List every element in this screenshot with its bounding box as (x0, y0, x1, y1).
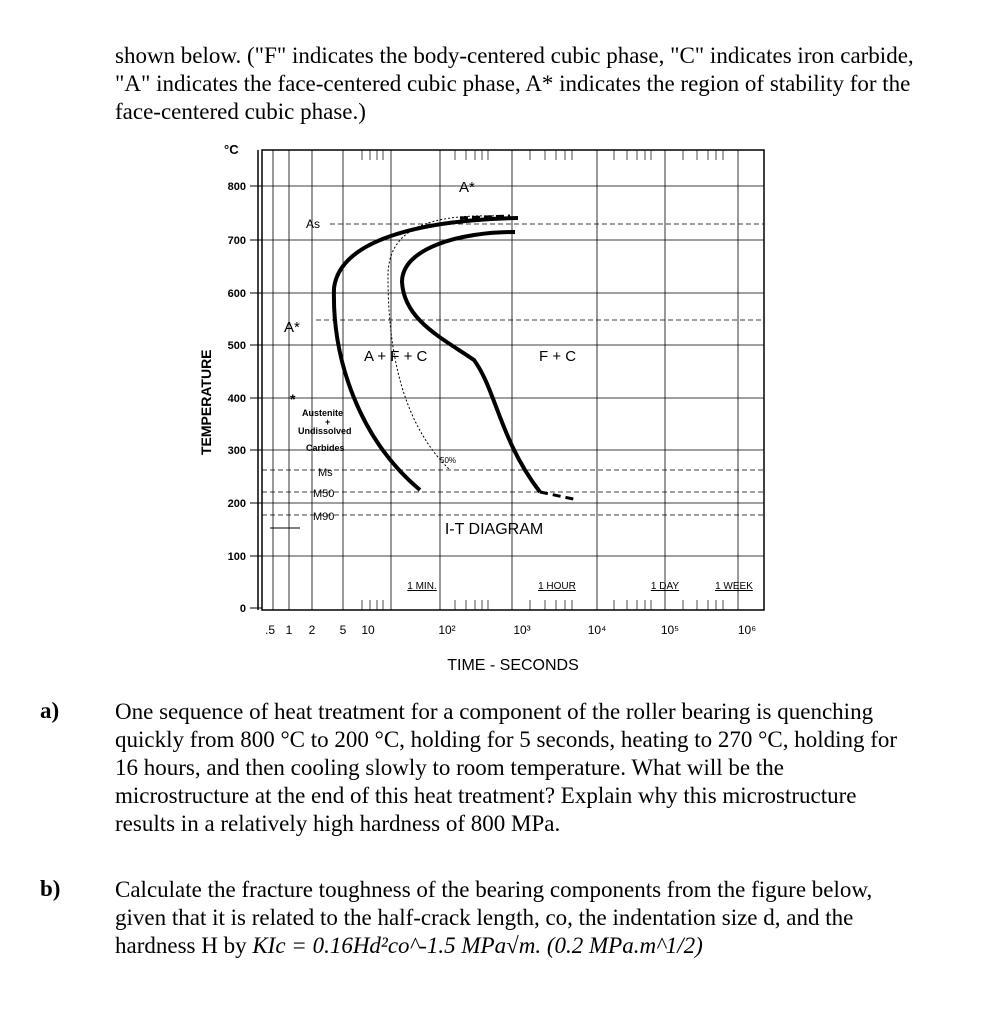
region-fc: F + C (539, 348, 577, 365)
question-b-label: b) (40, 876, 61, 901)
x-tick-label: 10⁴ (587, 623, 607, 637)
y-tick-label: 100 (227, 551, 246, 563)
region-austenite: Austenite (302, 408, 344, 418)
y-tick-label: 800 (227, 181, 246, 193)
intro-text: shown below. ("F" indicates the body-centered cubic phase, "C" indicates iron carbide, "A" indicates the face-centered cubic phase, A* indicates the region of stability for the face-centered cubic phase.) (115, 43, 914, 124)
y-tick-label: 400 (227, 393, 246, 405)
question-a-label: a) (40, 698, 60, 723)
region-a-star-left: A* (284, 319, 300, 336)
region-carbides: Carbides (306, 443, 345, 453)
x-tick-label: 10⁶ (737, 623, 757, 637)
region-a-star-top: A* (459, 179, 475, 196)
diagram-title: I-T DIAGRAM (444, 521, 544, 538)
temperature-ticks (250, 186, 262, 608)
time-marker: 1 DAY (650, 581, 680, 592)
question-a-text: One sequence of heat treatment for a component of the roller bearing is quenching quickly from 800 °C to 200 °C, holding for 5 seconds, heating to 270 °C, holding for 16 hours, and then cooling slowly to room temperature. What will be the microstructure at the end of this heat treatment? Explain why this microstructure results in a relatively high hardness of 800 MPa. (115, 699, 898, 836)
y-tick-labels (228, 181, 246, 615)
curve-finish-dashed (540, 492, 578, 500)
y-tick-label: 0 (239, 603, 246, 615)
time-markers (407, 581, 753, 592)
question-b-body: Calculate the fracture toughness of the bearing components from the figure below, given that it is related to the half-crack length, co, the indentation size d, and the hardness H by (115, 877, 873, 958)
region-m90: M90 (313, 511, 335, 523)
region-afc: A + F + C (364, 348, 428, 365)
y-tick-label: 300 (227, 445, 246, 457)
region-star: * (290, 391, 296, 407)
x-tick-label: 10² (438, 623, 456, 637)
region-undissolved: Undissolved (298, 426, 352, 436)
question-b-text (115, 876, 920, 960)
fracture-toughness-equation: KIc = 0.16Hd²co^-1.5 MPa√m. (252, 933, 542, 958)
x-tick-label: 5 (339, 623, 347, 637)
y-tick-label: 500 (227, 340, 246, 352)
x-tick-label: 10 (361, 623, 375, 637)
x-tick-label: .5 (264, 623, 276, 637)
x-tick-label: 10⁵ (660, 623, 680, 637)
unit-label: °C (224, 142, 239, 157)
y-tick-label: 700 (227, 235, 246, 247)
y-axis-title: TEMPERATURE (198, 349, 214, 455)
time-marker: 1 WEEK (715, 581, 753, 592)
x-tick-label: 2 (308, 623, 316, 637)
x-tick-label: 10³ (513, 623, 531, 637)
log-minor-ticks (362, 150, 723, 610)
region-fifty-percent: 50% (440, 456, 457, 465)
region-as: As (306, 217, 321, 231)
dashed-reference-lines (262, 224, 764, 515)
horizontal-grid (262, 186, 764, 556)
x-tick-label: 1 (285, 623, 293, 637)
y-tick-label: 200 (227, 498, 246, 510)
region-m50: M50 (313, 488, 335, 500)
curve-fifty-percent (388, 216, 498, 470)
region-ms: Ms (318, 467, 333, 479)
x-axis-title: TIME - SECONDS (447, 657, 579, 674)
x-tick-labels (265, 623, 756, 637)
region-plus: + (325, 417, 331, 427)
y-tick-label: 600 (227, 288, 246, 300)
time-marker: 1 MIN. (407, 581, 437, 592)
region-labels (284, 179, 576, 523)
curve-top-dashed (460, 216, 510, 218)
time-marker: 1 HOUR (538, 581, 576, 592)
question-b-answer: (0.2 MPa.m^1/2) (546, 933, 703, 958)
